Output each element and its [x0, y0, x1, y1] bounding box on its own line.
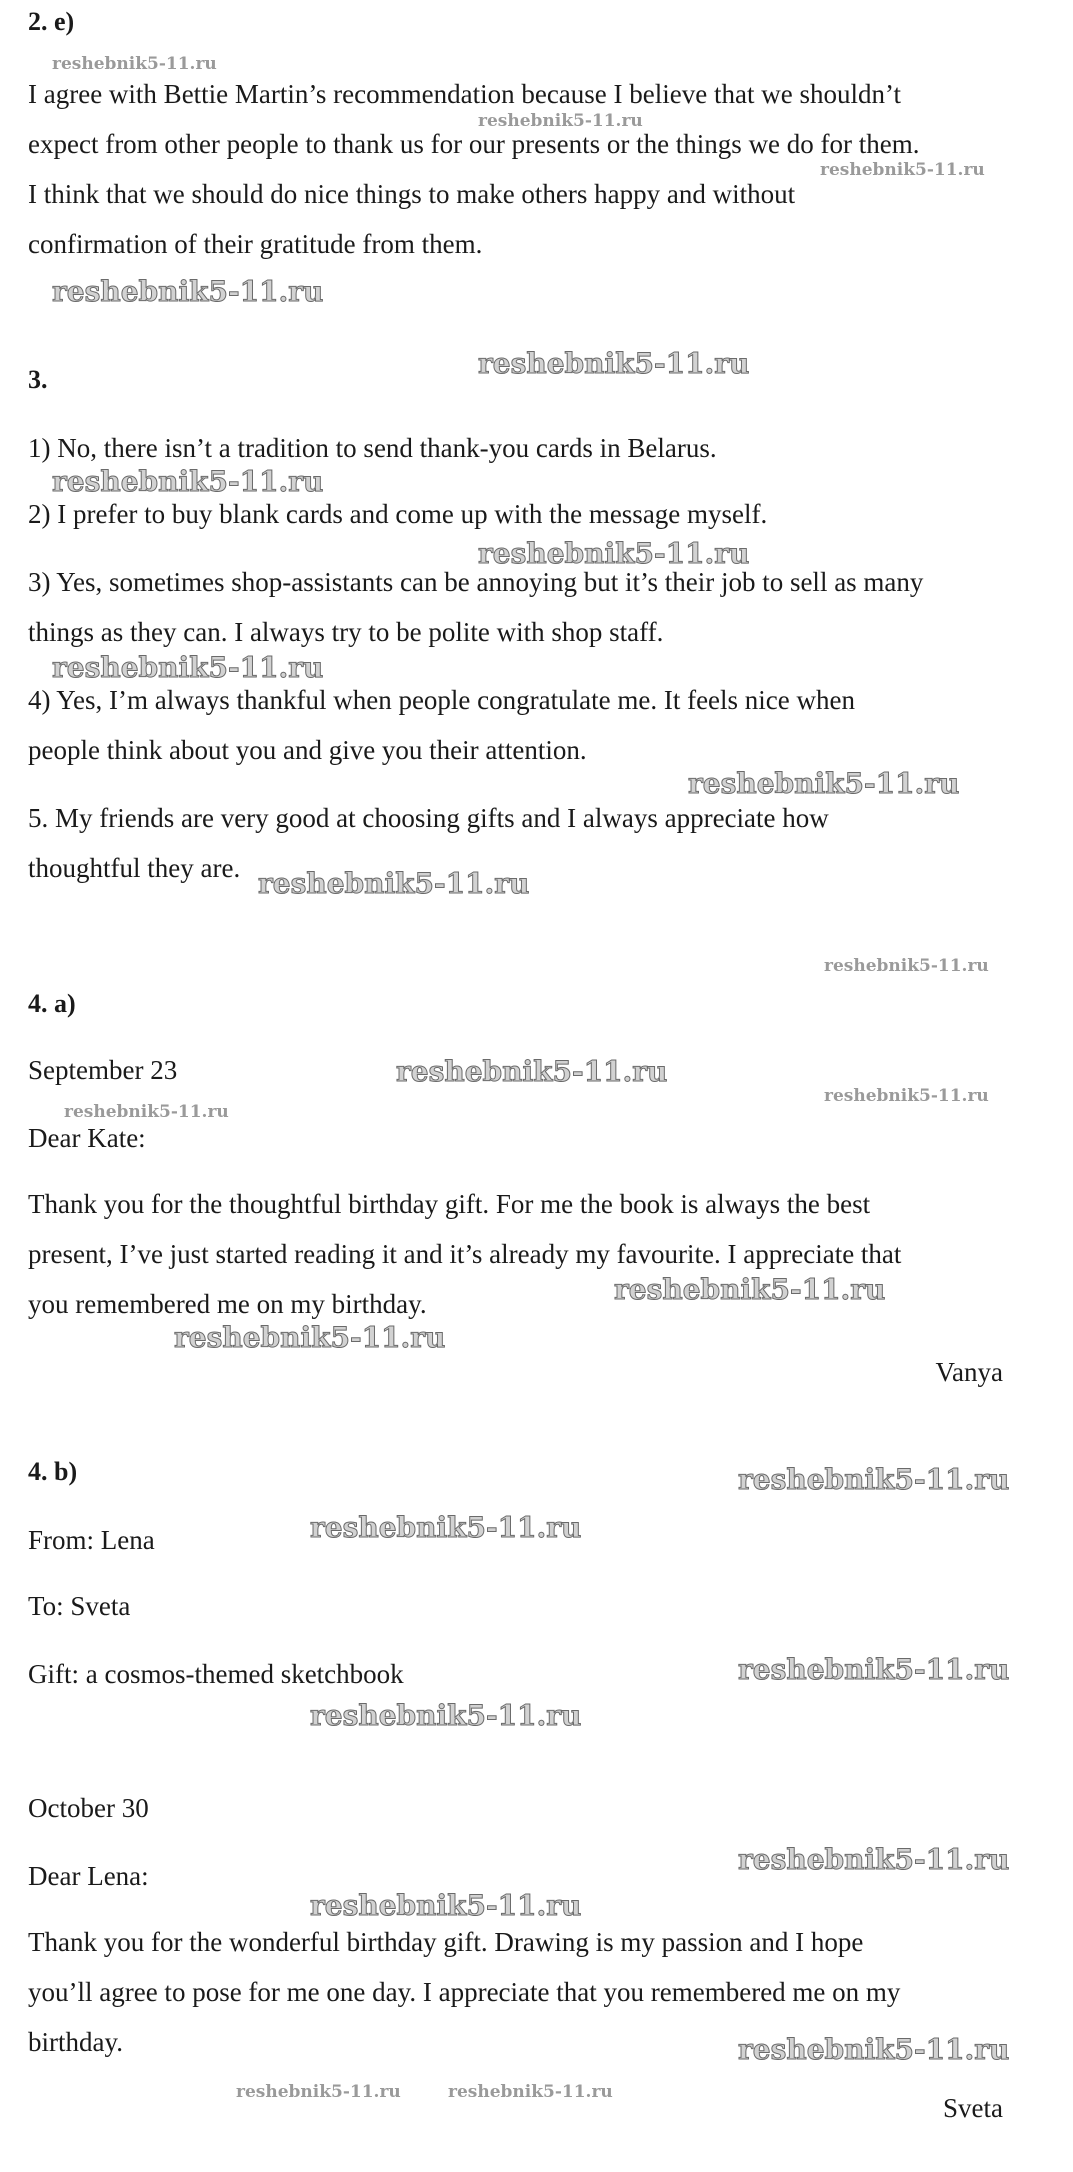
- watermark: reshebnik5-11.ru: [310, 1511, 582, 1544]
- watermark: reshebnik5-11.ru: [174, 1321, 446, 1354]
- watermark: reshebnik5-11.ru: [738, 1843, 1010, 1876]
- text-line: you’ll agree to pose for me one day. I appreciate that you remembered me on my: [28, 1977, 901, 2007]
- text-line: I agree with Bettie Martin’s recommendation because I believe that we shouldn’t: [28, 79, 901, 109]
- letter-signature: Sveta: [943, 2093, 1003, 2123]
- watermark: reshebnik5-11.ru: [310, 1699, 582, 1732]
- text-line: you remembered me on my birthday.: [28, 1289, 427, 1319]
- letter-greeting: Dear Kate:: [28, 1123, 146, 1153]
- text-line: I think that we should do nice things to make others happy and without: [28, 179, 796, 209]
- card-from: From: Lena: [28, 1525, 155, 1555]
- watermark: reshebnik5-11.ru: [448, 2082, 613, 2102]
- heading-4b: 4. b): [28, 1457, 78, 1486]
- letter-date: September 23: [28, 1055, 178, 1085]
- text-line: present, I’ve just started reading it and it’s already my favourite. I appreciate that: [28, 1239, 902, 1269]
- text-line: 1) No, there isn’t a tradition to send thank-you cards in Belarus.: [28, 433, 717, 463]
- text-line: thoughtful they are.: [28, 853, 241, 883]
- watermark: reshebnik5-11.ru: [396, 1055, 668, 1088]
- watermark: reshebnik5-11.ru: [52, 275, 324, 308]
- card-to: To: Sveta: [28, 1591, 131, 1621]
- text-line: 2) I prefer to buy blank cards and come up with the message myself.: [28, 499, 768, 529]
- letter-greeting: Dear Lena:: [28, 1861, 149, 1891]
- text-line: Thank you for the thoughtful birthday gift. For me the book is always the best: [28, 1189, 871, 1219]
- text-line: confirmation of their gratitude from them.: [28, 229, 483, 259]
- text-line: birthday.: [28, 2027, 123, 2057]
- heading-3: 3.: [28, 365, 48, 394]
- watermark: reshebnik5-11.ru: [52, 54, 217, 74]
- watermark: reshebnik5-11.ru: [52, 651, 324, 684]
- watermark: reshebnik5-11.ru: [478, 111, 643, 131]
- watermark: reshebnik5-11.ru: [478, 347, 750, 380]
- watermark: reshebnik5-11.ru: [820, 160, 985, 180]
- watermark: reshebnik5-11.ru: [310, 1889, 582, 1922]
- letter-signature: Vanya: [935, 1357, 1003, 1387]
- watermark: reshebnik5-11.ru: [52, 465, 324, 498]
- card-gift: Gift: a cosmos-themed sketchbook: [28, 1659, 404, 1689]
- text-line: 4) Yes, I’m always thankful when people congratulate me. It feels nice when: [28, 685, 855, 715]
- watermark: reshebnik5-11.ru: [738, 1653, 1010, 1686]
- watermark: reshebnik5-11.ru: [258, 867, 530, 900]
- text-line: people think about you and give you their attention.: [28, 735, 587, 765]
- heading-2e: 2. e): [28, 7, 75, 36]
- text-line: Thank you for the wonderful birthday gift. Drawing is my passion and I hope: [28, 1927, 864, 1957]
- text-line: things as they can. I always try to be polite with shop staff.: [28, 617, 664, 647]
- watermark: reshebnik5-11.ru: [688, 767, 960, 800]
- watermark: reshebnik5-11.ru: [478, 537, 750, 570]
- text-line: 3) Yes, sometimes shop-assistants can be annoying but it’s their job to sell as many: [28, 567, 924, 597]
- watermark: reshebnik5-11.ru: [738, 2033, 1010, 2066]
- watermark: reshebnik5-11.ru: [614, 1273, 886, 1306]
- watermark: reshebnik5-11.ru: [824, 956, 989, 976]
- watermark: reshebnik5-11.ru: [236, 2082, 401, 2102]
- heading-4a: 4. a): [28, 989, 76, 1018]
- text-line: 5. My friends are very good at choosing gifts and I always appreciate how: [28, 803, 829, 833]
- watermark: reshebnik5-11.ru: [64, 1102, 229, 1122]
- watermark: reshebnik5-11.ru: [824, 1086, 989, 1106]
- text-line: expect from other people to thank us for our presents or the things we do for them.: [28, 129, 920, 159]
- letter-date: October 30: [28, 1793, 149, 1823]
- watermark: reshebnik5-11.ru: [738, 1463, 1010, 1496]
